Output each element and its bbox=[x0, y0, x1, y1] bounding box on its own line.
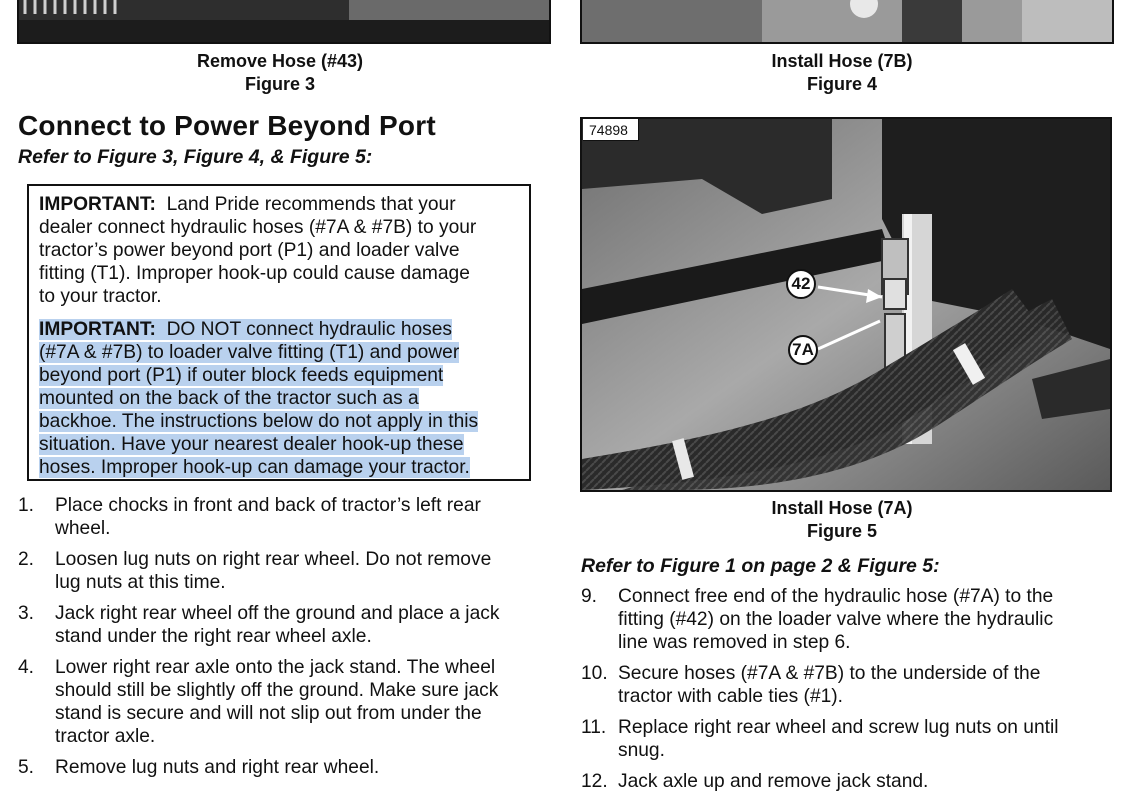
step-number: 2. bbox=[18, 549, 35, 570]
figure-5-photo bbox=[580, 117, 1112, 492]
step-text bbox=[55, 602, 550, 648]
figure-4-caption-title: Install Hose (7B) bbox=[771, 51, 913, 71]
step-number: 12. bbox=[581, 771, 608, 792]
figure-5-caption bbox=[692, 497, 992, 543]
step-4-line-3: stand is secure and will not slip out from under the bbox=[55, 703, 482, 724]
figure-3-photo bbox=[17, 0, 551, 44]
step-number: 10. bbox=[581, 663, 608, 684]
step-text bbox=[618, 585, 1123, 654]
figure-4-caption bbox=[692, 50, 992, 96]
step-text bbox=[618, 770, 1123, 793]
refer-line-right: Refer to Figure 1 on page 2 & Figure 5: bbox=[581, 555, 940, 577]
step-10-line-2: tractor with cable ties (#1). bbox=[618, 686, 844, 707]
step-9-line-1: Connect free end of the hydraulic hose (#7A) to the bbox=[618, 586, 1054, 607]
important-label-2: IMPORTANT: bbox=[39, 319, 156, 340]
figure-5-caption-title: Install Hose (7A) bbox=[771, 498, 913, 518]
important-paragraph-2[interactable] bbox=[39, 318, 529, 479]
important-2-line-3: beyond port (P1) if outer block feeds equipment bbox=[39, 365, 444, 386]
figure-5-id-label: 74898 bbox=[583, 119, 639, 141]
figure-4-photo-art bbox=[582, 0, 1112, 42]
step-text bbox=[55, 756, 550, 779]
step-number: 5. bbox=[18, 757, 35, 778]
step-3-line-1: Jack right rear wheel off the ground and place a jack bbox=[55, 603, 500, 624]
important-1-line-1: Land Pride recommends that your bbox=[166, 194, 456, 215]
figure-5-caption-number: Figure 5 bbox=[806, 521, 877, 541]
step-text bbox=[55, 548, 550, 594]
step-4-line-1: Lower right rear axle onto the jack stand. The wheel bbox=[55, 657, 496, 678]
important-1-line-4: fitting (T1). Improper hook-up could cause damage bbox=[39, 263, 470, 284]
important-2-line-5: backhoe. The instructions below do not apply in this bbox=[39, 411, 479, 432]
step-11-line-1: Replace right rear wheel and screw lug nuts on until bbox=[618, 717, 1059, 738]
step-2-line-2: lug nuts at this time. bbox=[55, 572, 226, 593]
step-number: 11. bbox=[581, 717, 607, 738]
important-2-line-6: situation. Have your nearest dealer hook-up these bbox=[39, 434, 464, 455]
important-2-line-2: (#7A & #7B) to loader valve fitting (T1) and power bbox=[39, 342, 460, 363]
callout-42: 42 bbox=[786, 269, 816, 299]
important-2-line-1: DO NOT connect hydraulic hoses bbox=[166, 319, 453, 340]
figure-3-photo-art bbox=[19, 0, 549, 42]
step-number: 4. bbox=[18, 657, 35, 678]
step-4-line-2: should still be slightly off the ground. Make sure jack bbox=[55, 680, 499, 701]
figure-3-caption-title: Remove Hose (#43) bbox=[196, 51, 364, 71]
step-5-line-1: Remove lug nuts and right rear wheel. bbox=[55, 757, 380, 778]
step-3-line-2: stand under the right rear wheel axle. bbox=[55, 626, 372, 647]
important-paragraph-1 bbox=[39, 193, 529, 308]
step-9-line-2: fitting (#42) on the loader valve where the hydraulic bbox=[618, 609, 1054, 630]
step-9-line-3: line was removed in step 6. bbox=[618, 632, 851, 653]
step-text bbox=[618, 662, 1123, 708]
important-2-line-7: hoses. Improper hook-up can damage your tractor. bbox=[39, 457, 470, 478]
important-1-line-2: dealer connect hydraulic hoses (#7A & #7B) to your bbox=[39, 217, 477, 238]
step-11-line-2: snug. bbox=[618, 740, 665, 761]
important-1-line-3: tractor’s power beyond port (P1) and loader valve bbox=[39, 240, 460, 261]
important-2-line-4: mounted on the back of the tractor such as a bbox=[39, 388, 419, 409]
step-4-line-4: tractor axle. bbox=[55, 726, 156, 747]
figure-3-caption bbox=[130, 50, 430, 96]
figure-4-caption-number: Figure 4 bbox=[806, 74, 877, 94]
figure-3-caption-number: Figure 3 bbox=[244, 74, 315, 94]
important-1-line-5: to your tractor. bbox=[39, 286, 162, 307]
step-number: 9. bbox=[581, 586, 598, 607]
step-2-line-1: Loosen lug nuts on right rear wheel. Do not remove bbox=[55, 549, 492, 570]
step-number: 3. bbox=[18, 603, 35, 624]
figure-4-photo bbox=[580, 0, 1114, 44]
step-1-line-2: wheel. bbox=[55, 518, 111, 539]
important-notice-box bbox=[27, 184, 531, 481]
step-10-line-1: Secure hoses (#7A & #7B) to the underside of the bbox=[618, 663, 1041, 684]
callout-7a: 7A bbox=[788, 335, 818, 365]
step-1-line-1: Place chocks in front and back of tractor’s left rear bbox=[55, 495, 481, 516]
step-12-line-1: Jack axle up and remove jack stand. bbox=[618, 771, 929, 792]
section-refer-line: Refer to Figure 3, Figure 4, & Figure 5: bbox=[18, 146, 373, 168]
section-title: Connect to Power Beyond Port bbox=[18, 110, 436, 141]
step-text bbox=[55, 494, 550, 540]
step-text bbox=[55, 656, 550, 748]
step-text bbox=[618, 716, 1123, 762]
important-label-1: IMPORTANT: bbox=[39, 194, 156, 215]
figure-5-photo-art bbox=[582, 119, 1110, 490]
step-number: 1. bbox=[18, 495, 35, 516]
